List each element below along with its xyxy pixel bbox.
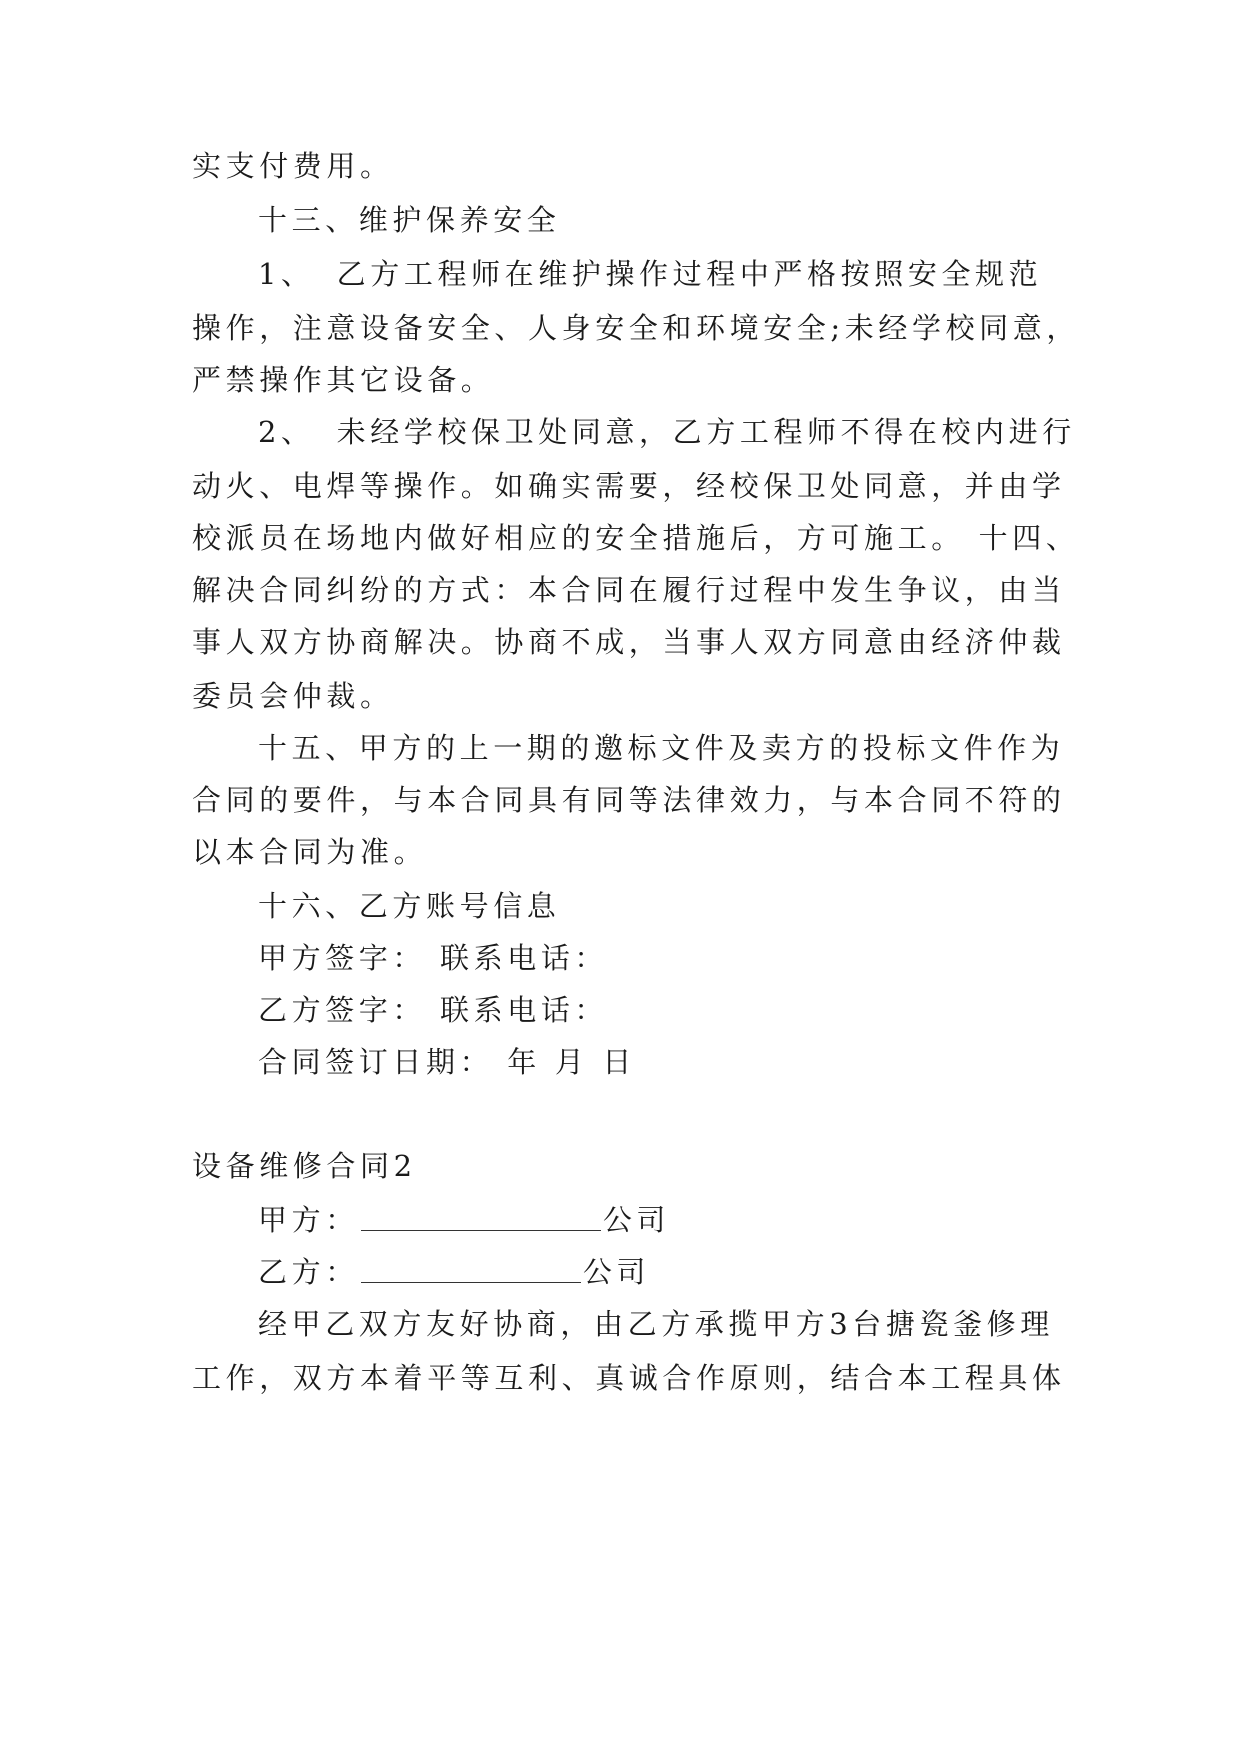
company-suffix: 公司	[582, 1255, 651, 1289]
paragraph-text: 合同的要件，与本合同具有同等法律效力，与本合同不符的	[192, 783, 1066, 817]
contact-phone-label: 联系电话：	[440, 941, 609, 975]
text-line	[192, 1358, 1066, 1398]
paragraph-text: 事人双方协商解决。协商不成，当事人双方同意由经济仲裁	[192, 625, 1066, 659]
paragraph-text: 委员会仲裁。	[192, 679, 394, 713]
blank-underline	[361, 1252, 581, 1283]
party-line	[258, 1252, 650, 1292]
paragraph-text: 经甲乙双方友好协商，由乙方承揽甲方3台搪瓷釜修理	[258, 1307, 1054, 1341]
blank-underline	[361, 1200, 601, 1231]
document-title-text: 设备维修合同2	[192, 1149, 417, 1183]
text-line	[192, 466, 1066, 506]
date-line	[258, 1042, 636, 1082]
document-title	[192, 1146, 417, 1186]
signature-line	[258, 938, 608, 978]
text-line	[258, 728, 1064, 768]
text-line	[192, 308, 1080, 348]
section-heading	[258, 886, 560, 926]
list-number: 1、	[258, 257, 315, 291]
section-heading-text: 十六、乙方账号信息	[258, 889, 561, 923]
signature-line	[258, 990, 608, 1030]
paragraph-text: 严禁操作其它设备。	[192, 363, 495, 397]
year-label: 年	[507, 1045, 541, 1079]
text-line	[258, 1304, 1054, 1344]
section-heading-text: 十三、维护保养安全	[258, 203, 561, 237]
text-line	[192, 622, 1066, 662]
paragraph-text: 动火、电焊等操作。如确实需要，经校保卫处同意，并由学	[192, 469, 1066, 503]
paragraph-text: 十五、甲方的上一期的邀标文件及卖方的投标文件作为	[258, 731, 1065, 765]
paragraph-text: 校派员在场地内做好相应的安全措施后，方可施工。 十四、	[192, 521, 1080, 555]
text-line	[258, 254, 1042, 294]
text-line	[192, 570, 1066, 610]
paragraph-text: 实支付费用。	[192, 149, 394, 183]
text-line	[258, 412, 1076, 452]
contact-phone-label: 联系电话：	[440, 993, 609, 1027]
party-a-label: 甲方：	[258, 1203, 359, 1237]
text-line	[192, 518, 1079, 558]
text-line	[192, 146, 394, 186]
party-a-signature-label: 甲方签字：	[258, 941, 427, 975]
paragraph-text: 未经学校保卫处同意，乙方工程师不得在校内进行	[336, 415, 1076, 449]
list-number: 2、	[258, 415, 315, 449]
day-label: 日	[602, 1045, 637, 1079]
party-b-signature-label: 乙方签字：	[258, 993, 427, 1027]
section-heading	[258, 200, 560, 240]
paragraph-text: 操作，注意设备安全、人身安全和环境安全;未经学校同意，	[192, 311, 1080, 345]
sign-date-label: 合同签订日期：	[258, 1045, 494, 1079]
month-label: 月	[554, 1045, 589, 1079]
paragraph-text: 工作，双方本着平等互利、真诚合作原则，结合本工程具体	[192, 1361, 1066, 1395]
text-line	[192, 780, 1066, 820]
company-suffix: 公司	[602, 1203, 671, 1237]
paragraph-text: 解决合同纠纷的方式：本合同在履行过程中发生争议，由当	[192, 573, 1066, 607]
party-b-label: 乙方：	[258, 1255, 359, 1289]
text-line	[192, 360, 494, 400]
party-line	[258, 1200, 670, 1240]
text-line	[192, 832, 427, 872]
paragraph-text: 以本合同为准。	[192, 835, 428, 869]
paragraph-text: 乙方工程师在维护操作过程中严格按照安全规范	[336, 257, 1043, 291]
text-line	[192, 676, 394, 716]
